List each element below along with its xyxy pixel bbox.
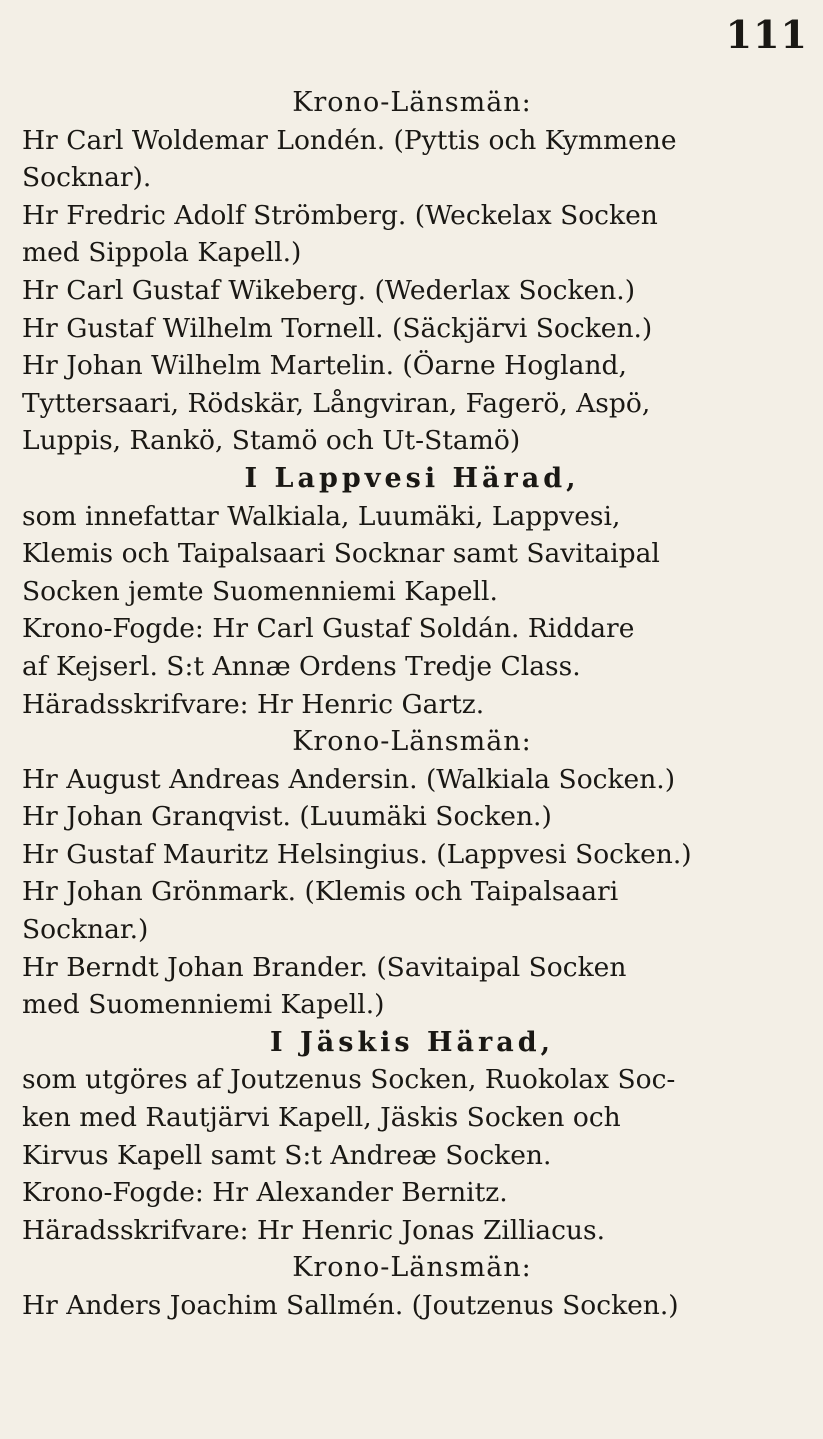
text-line: som utgöres af Joutzenus Socken, Ruokolax Soc-	[22, 1064, 676, 1096]
text-line: Klemis och Taipalsaari Socknar samt Savitaipal	[22, 538, 660, 570]
text-line: Tyttersaari, Rödskär, Långviran, Fagerö, Aspö,	[22, 387, 651, 419]
text-line: Hr Berndt Johan Brander. (Savitaipal Socken	[22, 951, 627, 983]
text-line: Häradsskrifvare: Hr Henric Gartz.	[22, 688, 485, 720]
text-line: Krono-Fogde: Hr Alexander Bernitz.	[22, 1177, 508, 1209]
text-line: Häradsskrifvare: Hr Henric Jonas Zilliacus.	[22, 1214, 605, 1246]
official-entry	[22, 122, 802, 197]
text-line: Hr Gustaf Mauritz Helsingius. (Lappvesi Socken.)	[22, 838, 692, 870]
text-line: Hr August Andreas Andersin. (Walkiala Socken.)	[22, 763, 676, 795]
text-line: Hr Anders Joachim Sallmén. (Joutzenus Socken.)	[22, 1290, 679, 1321]
text-line: Hr Fredric Adolf Strömberg. (Weckelax Socken	[22, 199, 658, 231]
text-line: Kirvus Kapell samt S:t Andreæ Socken.	[22, 1139, 552, 1171]
text-line: Hr Carl Woldemar Londén. (Pyttis och Kymmene	[22, 124, 677, 156]
text-line: af Kejserl. S:t Annæ Ordens Tredje Class.	[22, 650, 581, 682]
text-line: Luppis, Rankö, Stamö och Ut-Stamö)	[22, 425, 521, 457]
text-line: Hr Johan Wilhelm Martelin. (Öarne Hogland,	[22, 350, 627, 382]
text-line: Krono-Fogde: Hr Carl Gustaf Soldán. Riddare	[22, 613, 635, 645]
section-heading: Krono-Länsmän:	[292, 1252, 532, 1284]
official-entry	[22, 272, 802, 310]
text-line: Hr Gustaf Wilhelm Tornell. (Säckjärvi Socken.)	[22, 312, 653, 344]
text-line: Hr Carl Gustaf Wikeberg. (Wederlax Socken.)	[22, 274, 636, 306]
official-entry	[22, 761, 802, 799]
text-line: med Suomenniemi Kapell.)	[22, 989, 385, 1021]
section-heading: Krono-Länsmän:	[292, 726, 532, 758]
district-heading: I Jäskis Härad,	[269, 1026, 555, 1058]
official-entry	[22, 798, 802, 836]
official-entry	[22, 310, 802, 348]
official-entry	[22, 873, 802, 948]
official-entry	[22, 836, 802, 874]
official-entry	[22, 197, 802, 272]
district-heading: I Lappvesi Härad,	[244, 462, 580, 494]
district-description	[22, 1061, 802, 1249]
official-entry	[22, 1287, 802, 1325]
section-heading: Krono-Länsmän:	[292, 87, 532, 118]
official-entry	[22, 949, 802, 1024]
text-line: Hr Johan Grönmark. (Klemis och Taipalsaari	[22, 876, 619, 908]
page-number: 111	[725, 12, 808, 57]
text-line: som innefattar Walkiala, Luumäki, Lappvesi,	[22, 500, 621, 532]
text-line: med Sippola Kapell.)	[22, 237, 302, 269]
page-text	[22, 84, 802, 1325]
text-line: Socken jemte Suomenniemi Kapell.	[22, 575, 498, 607]
text-line: Hr Johan Granqvist. (Luumäki Socken.)	[22, 801, 552, 833]
text-line: Socknar).	[22, 162, 152, 194]
text-line: Socknar.)	[22, 914, 149, 946]
district-description	[22, 498, 802, 724]
text-line: ken med Rautjärvi Kapell, Jäskis Socken och	[22, 1102, 621, 1134]
official-entry	[22, 347, 802, 460]
